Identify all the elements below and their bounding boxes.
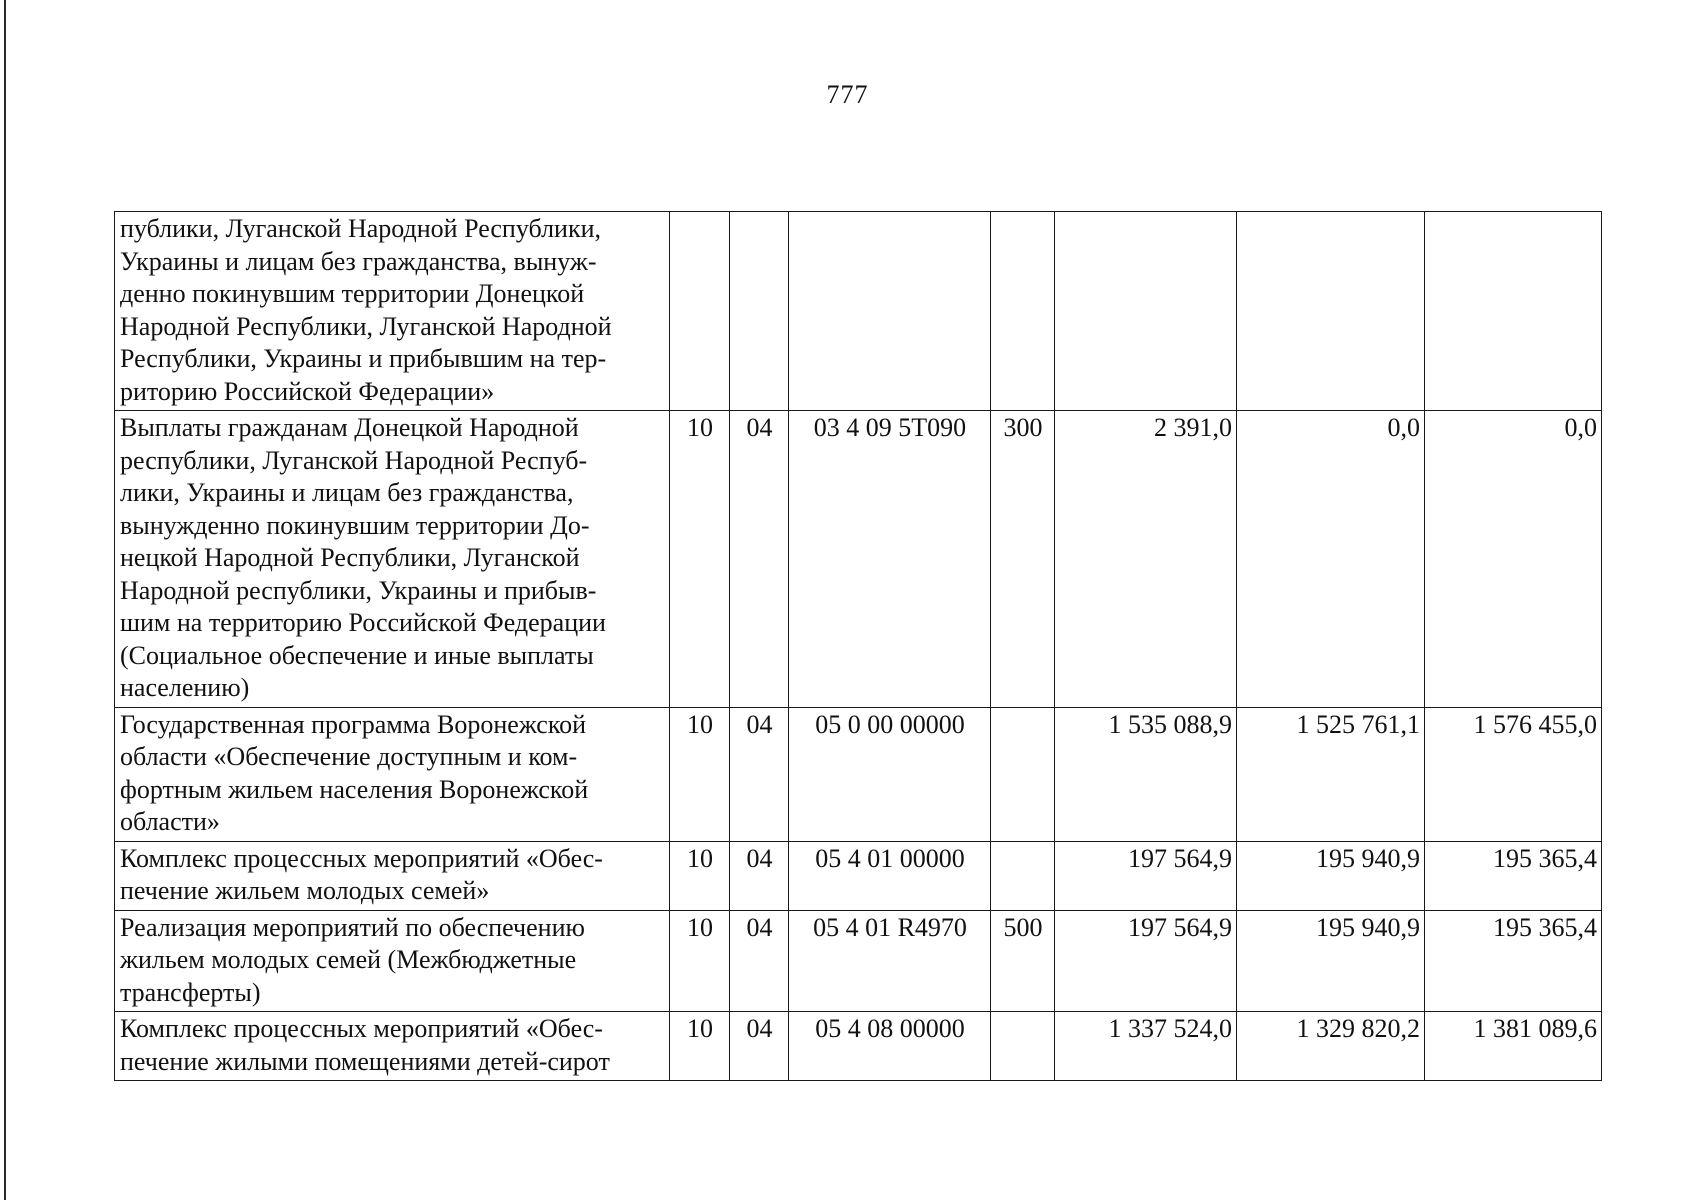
table-row (115, 411, 1602, 708)
item-name-line: печение жилыми помещениями детей-сирот (120, 1046, 610, 1076)
item-name-cell (115, 1012, 670, 1081)
item-name-cell (115, 910, 670, 1012)
subsection-code-cell: 04 (730, 841, 789, 910)
table-row (115, 707, 1602, 841)
item-name-line: фортным жильем населения Воронежской (120, 774, 589, 804)
amount-year1-cell: 197 564,9 (1055, 910, 1237, 1012)
section-code-cell (670, 212, 730, 411)
amount-year3-cell: 1 381 089,6 (1425, 1012, 1602, 1081)
table-row (115, 1012, 1602, 1081)
amount-year1-cell: 2 391,0 (1055, 411, 1237, 708)
item-name-line: риторию Российской Федерации» (120, 376, 495, 406)
expense-type-cell: 300 (991, 411, 1055, 708)
item-name-cell (115, 841, 670, 910)
section-code-cell: 10 (670, 910, 730, 1012)
amount-year3-cell: 0,0 (1425, 411, 1602, 708)
item-name-line: населению) (120, 673, 250, 702)
item-name-cell (115, 411, 670, 708)
expense-type-cell (991, 841, 1055, 910)
table-row (115, 212, 1602, 411)
item-name-line: Украины и лицам без гражданства, вынуж- (120, 246, 597, 276)
item-name-line: лики, Украины и лицам без гражданства, (120, 478, 574, 507)
item-name-line: республики, Луганской Народной Респуб- (120, 445, 588, 475)
subsection-code-cell: 04 (730, 1012, 789, 1081)
amount-year3-cell: 195 365,4 (1425, 841, 1602, 910)
item-name-line: печение жильем молодых семей» (120, 876, 490, 905)
target-article-cell (789, 212, 991, 411)
item-name-line: Комплекс процессных мероприятий «Обес- (120, 843, 603, 873)
amount-year1-cell (1055, 212, 1237, 411)
subsection-code-cell: 04 (730, 411, 789, 708)
target-article-cell: 05 0 00 00000 (789, 707, 991, 841)
item-name-line: (Социальное обеспечение и иные выплаты (120, 640, 594, 670)
subsection-code-cell: 04 (730, 910, 789, 1012)
amount-year2-cell: 1 329 820,2 (1237, 1012, 1425, 1081)
subsection-code-cell: 04 (730, 707, 789, 841)
amount-year2-cell (1237, 212, 1425, 411)
table-row (115, 910, 1602, 1012)
item-name-line: Реализация мероприятий по обеспечению (120, 912, 585, 942)
item-name-cell (115, 707, 670, 841)
amount-year3-cell: 195 365,4 (1425, 910, 1602, 1012)
table-body (115, 212, 1602, 1081)
item-name-line: области» (120, 807, 220, 836)
scan-edge-line (4, 0, 6, 1200)
target-article-cell: 05 4 08 00000 (789, 1012, 991, 1081)
target-article-cell: 05 4 01 R4970 (789, 910, 991, 1012)
amount-year2-cell: 195 940,9 (1237, 910, 1425, 1012)
amount-year1-cell: 197 564,9 (1055, 841, 1237, 910)
item-name-line: Государственная программа Воронежской (120, 709, 587, 739)
section-code-cell: 10 (670, 411, 730, 708)
expense-type-cell: 500 (991, 910, 1055, 1012)
item-name-line: жильем молодых семей (Межбюджетные (120, 945, 577, 974)
item-name-line: трансферты) (120, 977, 261, 1007)
item-name-line: Выплаты гражданам Донецкой Народной (120, 413, 579, 442)
amount-year1-cell: 1 535 088,9 (1055, 707, 1237, 841)
page-number: 777 (826, 80, 869, 109)
item-name-line: области «Обеспечение доступным и ком- (120, 742, 578, 771)
amount-year1-cell: 1 337 524,0 (1055, 1012, 1237, 1081)
item-name-line: вынужденно покинувшим территории До- (120, 510, 590, 540)
expense-type-cell (991, 707, 1055, 841)
subsection-code-cell (730, 212, 789, 411)
item-name-line: Народной Республики, Луганской Народной (120, 311, 612, 341)
item-name-line: нецкой Народной Республики, Луганской (120, 543, 580, 572)
section-code-cell: 10 (670, 1012, 730, 1081)
amount-year3-cell (1425, 212, 1602, 411)
item-name-line: публики, Луганской Народной Республики, (120, 214, 602, 243)
target-article-cell: 03 4 09 5Т090 (789, 411, 991, 708)
target-article-cell: 05 4 01 00000 (789, 841, 991, 910)
expense-type-cell (991, 1012, 1055, 1081)
section-code-cell: 10 (670, 707, 730, 841)
expense-type-cell (991, 212, 1055, 411)
item-name-line: Республики, Украины и прибывшим на тер- (120, 344, 607, 373)
table-row (115, 841, 1602, 910)
section-code-cell: 10 (670, 841, 730, 910)
item-name-cell (115, 212, 670, 411)
amount-year3-cell: 1 576 455,0 (1425, 707, 1602, 841)
budget-table (114, 211, 1602, 1081)
item-name-line: Народной республики, Украины и прибыв- (120, 575, 597, 605)
amount-year2-cell: 0,0 (1237, 411, 1425, 708)
amount-year2-cell: 1 525 761,1 (1237, 707, 1425, 841)
amount-year2-cell: 195 940,9 (1237, 841, 1425, 910)
item-name-line: денно покинувшим территории Донецкой (120, 279, 585, 308)
item-name-line: Комплекс процессных мероприятий «Обес- (120, 1014, 603, 1043)
item-name-line: шим на территорию Российской Федерации (120, 608, 606, 637)
